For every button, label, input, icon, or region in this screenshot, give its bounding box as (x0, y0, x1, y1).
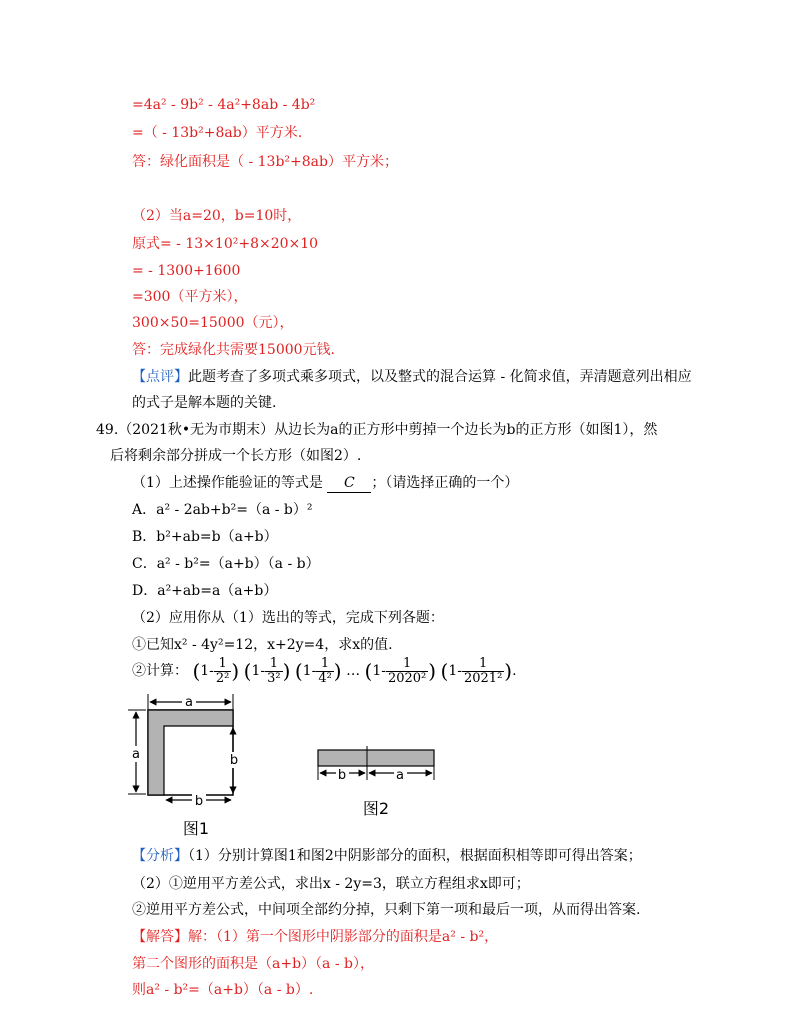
question-part-1 (132, 474, 518, 493)
option-b: B．b²+ab=b（a+b） (132, 529, 278, 545)
figure-area (120, 694, 460, 842)
fig1-label-a-top: a (185, 695, 193, 710)
solution-part2-line-4: 300×50=15000（元）， (132, 315, 294, 331)
comment-line-2: 的式子是解本题的关键. (132, 395, 277, 411)
question-49-stem-1 (96, 421, 657, 439)
sub-question-1: ①已知x² - 4y²=12，x+2y=4，求x的值. (132, 637, 393, 653)
solution-part2-condition: （2）当a=20，b=10时， (132, 208, 302, 224)
answer-line-3: 则a² - b²=（a+b）（a - b）. (132, 982, 314, 998)
question-source: （2021秋•无为市期末） (118, 422, 275, 438)
part1-answer-blank: C (327, 474, 371, 493)
solution-line-2: =（ - 13b²+8ab）平方米. (132, 125, 303, 141)
analysis-line-2: （2）①逆用平方差公式，求出x - 2y=3，联立方程组求x即可； (132, 876, 530, 892)
fig2-label-a: a (396, 768, 404, 783)
fig1-label-b-right: b (229, 753, 239, 768)
question-part-2: （2）应用你从（1）选出的等式，完成下列各题： (132, 610, 444, 626)
comment-text-1: 此题考查了多项式乘多项式，以及整式的混合运算 - 化简求值，弄清题意列出相应 (188, 369, 692, 385)
factor-2020: (1- $\frac{1}{\text{2020²}}$ ) (364, 655, 437, 686)
sub2-label: ②计算： (132, 663, 188, 679)
solution-line-1: =4a² - 9b² - 4a²+8ab - 4b² (132, 97, 316, 113)
figure-1 (128, 694, 240, 838)
ellipsis: … (346, 663, 361, 679)
solution-part2-line-2: = - 1300+1600 (132, 263, 241, 279)
part1-prefix: （1）上述操作能验证的等式是 (132, 475, 323, 491)
comment-line-1 (132, 368, 692, 386)
factor-1: (1- $\frac{1}{\text{2²}}$ ) (192, 655, 240, 686)
option-a: A．a² - 2ab+b²=（a - b）² (132, 502, 313, 518)
fig1-caption: 图1 (182, 819, 210, 838)
solution-answer-1: 答：绿化面积是（ - 13b²+8ab）平方米； (132, 154, 398, 170)
factor-2021: (1- $\frac{1}{\text{2021²}}$ ) (440, 655, 513, 686)
analysis-text-1: （1）分别计算图1和图2中阴影部分的面积，根据面积相等即可得出答案； (188, 848, 642, 864)
comment-tag: 【点评】 (132, 369, 188, 385)
figure-2 (318, 746, 434, 818)
fig2-caption: 图2 (362, 799, 390, 818)
sub-question-2: ②计算： (1- $\frac{1}{\text{2²}}$ ) (1- $\frac{1}{\text{3²}}$ ) (1- $\frac{1}{\text{4²}}$ ) … (1- $\frac{1}{\text{2020²}}$ ) (1- $\frac{1}{\text{2021²}}$ ). (132, 648, 517, 694)
fig1-label-a-left: a (132, 747, 140, 762)
answer-line-2: 第二个图形的面积是（a+b）（a - b）， (132, 956, 374, 972)
fig2-label-b: b (337, 768, 347, 783)
answer-tag: 【解答】 (132, 929, 188, 945)
solution-answer-2: 答：完成绿化共需要15000元钱. (132, 342, 335, 358)
analysis-tag: 【分析】 (132, 848, 188, 864)
answer-line-1 (132, 928, 498, 946)
question-stem-1: 从边长为a的正方形中剪掉一个边长为b的正方形（如图1），然 (274, 422, 658, 438)
solution-part2-line-1: 原式= - 13×10²+8×20×10 (132, 236, 319, 252)
question-number: 49. (96, 422, 119, 438)
question-49-stem-2: 后将剩余部分拼成一个长方形（如图2）. (110, 448, 362, 464)
solution-part2-line-3: =300（平方米）， (132, 289, 248, 305)
option-c: C．a² - b²=（a+b）（a - b） (132, 556, 320, 572)
option-d: D．a²+ab=a（a+b） (132, 583, 278, 599)
factor-3: (1- $\frac{1}{\text{4²}}$ ) (294, 655, 342, 686)
analysis-line-3: ②逆用平方差公式，中间项全部约分掉，只剩下第一项和最后一项，从而得出答案. (132, 902, 641, 918)
factor-2: (1- $\frac{1}{\text{3²}}$ ) (243, 655, 291, 686)
part1-suffix: ；（请选择正确的一个） (371, 475, 519, 491)
fig1-label-b-bottom: b (194, 794, 204, 809)
answer-text-1: 解：（1）第一个图形中阴影部分的面积是a² - b²， (188, 929, 499, 945)
analysis-line-1 (132, 847, 642, 865)
